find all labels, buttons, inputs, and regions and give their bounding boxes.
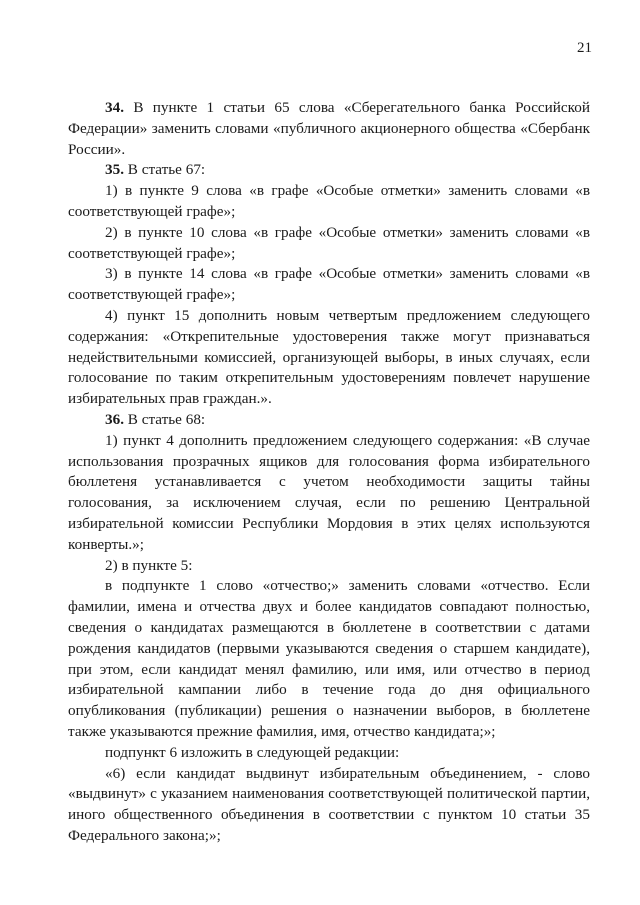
paragraph-36-2-sub1: в подпункте 1 слово «отчество;» заменить словами «отчество. Если фамилии, имена и отчества двух и более кандидатов совпадают полностью, сведения о кандидатах размещаются в бюллетене в соответствии с датами рождения кандидатов (первыми указываются сведения о старшем кандидате), при этом, если кандидат менял фамилию, или имя, или отчество в период избирательной кампании либо в течение года до дня официального опубликования (публикации) решения о назначении выборов, в бюллетене также указываются прежние фамилия, имя, отчество кандидата;»; bbox=[68, 577, 590, 740]
paragraph-35 bbox=[68, 160, 590, 181]
paragraph-34 bbox=[68, 98, 590, 160]
paragraph-text: В пункте 1 статьи 65 слова «Сберегательного банка Российской Федерации» заменить словами «публичного акционерного общества «Сбербанк России». bbox=[68, 99, 590, 158]
paragraph-36-2: 2) в пункте 5: bbox=[105, 556, 193, 574]
item-number-35: 35. bbox=[105, 161, 124, 179]
paragraph-text: В статье 68: bbox=[123, 410, 206, 428]
page-number: 21 bbox=[577, 40, 592, 56]
paragraph-36 bbox=[68, 410, 590, 431]
document-body bbox=[68, 98, 590, 847]
item-number-36: 36. bbox=[105, 410, 124, 428]
paragraph-35-4: 4) пункт 15 дополнить новым четвертым предложением следующего содержания: «Открепительные удостоверения также могут признаваться недействительными комиссией, организующей выборы, в иных случаях, если голосование по таким открепительным удостоверениям повлечет нарушение избирательных прав граждан.». bbox=[68, 306, 590, 408]
paragraph-35-3: 3) в пункте 14 слова «в графе «Особые отметки» заменить словами «в соответствующей графе»; bbox=[68, 265, 590, 304]
paragraph-36-2-sub6-intro: подпункт 6 изложить в следующей редакции: bbox=[105, 743, 400, 761]
item-number-34: 34. bbox=[105, 99, 124, 116]
paragraph-36-2-sub6: «6) если кандидат выдвинут избирательным объединением, - слово «выдвинут» с указанием наименования соответствующей политической партии, иного общественного объединения в соответствии с пунктом 10 статьи 35 Федерального закона;»; bbox=[68, 764, 590, 844]
paragraph-35-2: 2) в пункте 10 слова «в графе «Особые отметки» заменить словами «в соответствующей графе»; bbox=[68, 223, 590, 262]
paragraph-text: В статье 67: bbox=[123, 161, 206, 179]
paragraph-35-1: 1) в пункте 9 слова «в графе «Особые отметки» заменить словами «в соответствующей графе»; bbox=[68, 182, 590, 220]
paragraph-36-1: 1) пункт 4 дополнить предложением следующего содержания: «В случае использования прозрачных ящиков для голосования форма избирательного бюллетеня устанавливается с учетом необходимости защиты тайны голосования, за исключением случая, если по решению Центральной избирательной комиссии Республики Мордовия в этих целях используются конверты.»; bbox=[68, 431, 590, 553]
